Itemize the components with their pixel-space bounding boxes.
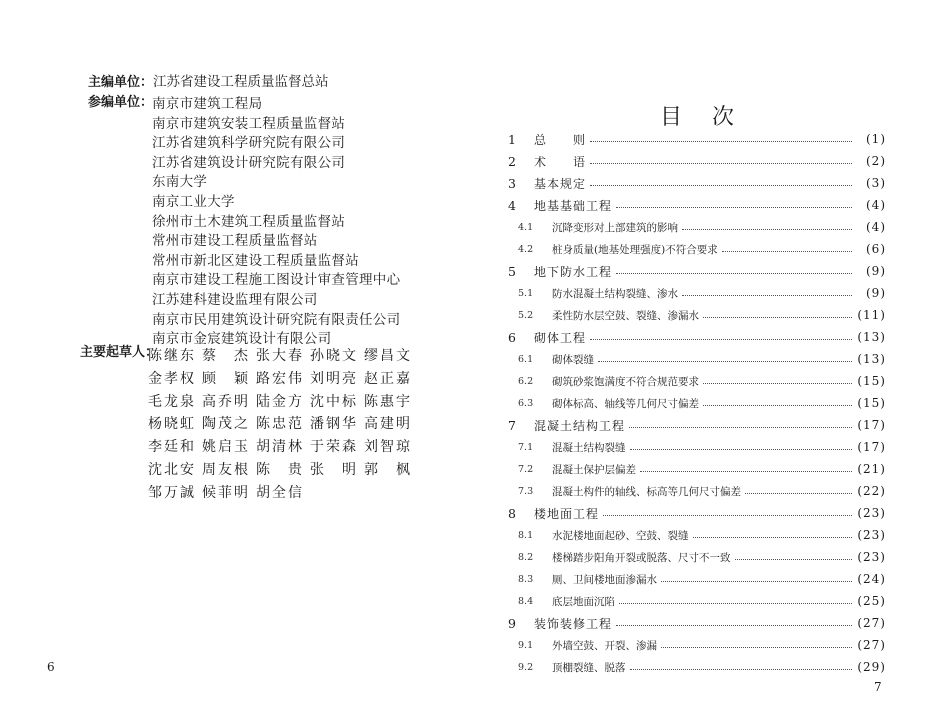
toc-entry-page: (25)	[857, 594, 886, 608]
drafter-name: 孙晓文	[310, 348, 358, 364]
toc-section-entry	[508, 480, 886, 502]
toc-entry-page: (13)	[857, 330, 886, 344]
toc-entry-number: 4	[508, 197, 516, 213]
drafter-name: 邹万誠	[148, 484, 196, 501]
drafter-name: 陆金方	[256, 393, 304, 410]
toc-dot-leader	[661, 647, 852, 648]
drafters-grid	[148, 345, 418, 505]
drafter-name: 杨晓虹	[148, 416, 196, 433]
toc-dot-leader	[616, 207, 852, 208]
toc-entry-page: (21)	[857, 462, 886, 476]
toc-entry-title: 术 语	[534, 154, 587, 169]
toc-dot-leader	[590, 163, 852, 164]
toc-entry-title: 楼地面工程	[534, 506, 600, 521]
toc-dot-leader	[616, 625, 852, 626]
toc-entry-page: (9)	[866, 264, 886, 278]
toc-entry-title: 桩身质量(地基处理强度)不符合要求	[552, 243, 718, 256]
participant-unit-list	[152, 95, 400, 350]
toc-entry-title: 混凝土结构工程	[534, 418, 626, 433]
toc-entry-number: 6.1	[518, 353, 534, 365]
toc-entry-title: 混凝土保护层偏差	[552, 463, 636, 476]
participant-unit: 常州市建设工程质量监督站	[152, 233, 318, 250]
drafter-name: 胡全信	[256, 484, 304, 501]
host-unit-name: 江苏省建设工程质量监督总站	[153, 74, 329, 90]
toc-section-entry	[508, 216, 886, 238]
toc-entry-number: 7.3	[518, 485, 534, 497]
toc-entry-title: 混凝土结构裂缝	[552, 441, 626, 454]
participant-unit: 南京市民用建筑设计研究院有限责任公司	[152, 311, 401, 328]
toc-chapter-entry	[508, 326, 886, 348]
toc-entry-number: 5	[508, 263, 516, 279]
toc-dot-leader	[590, 141, 852, 142]
participant-unit: 江苏省建筑设计研究院有限公司	[152, 154, 346, 171]
toc-entry-number: 6.3	[518, 397, 534, 409]
toc-entry-title: 砌体裂缝	[552, 353, 594, 366]
toc-entry-page: (29)	[857, 660, 886, 674]
toc-dot-leader	[703, 383, 852, 384]
drafter-name: 陈忠范	[256, 416, 304, 433]
toc-entry-title: 总 则	[534, 132, 587, 147]
drafter-name: 周友根	[202, 461, 250, 478]
participant-unit: 江苏建科建设监理有限公司	[152, 291, 318, 308]
drafter-name: 陈 贵	[256, 461, 304, 478]
participant-unit: 徐州市土木建筑工程质量监督站	[152, 213, 346, 230]
toc-entry-page: (17)	[857, 440, 886, 454]
toc-dot-leader	[629, 427, 852, 428]
toc-title: 目次	[660, 105, 765, 130]
toc-entry-page: (23)	[857, 528, 886, 542]
toc-chapter-entry	[508, 194, 886, 216]
toc-dot-leader	[722, 251, 852, 252]
page-number-right: 7	[874, 680, 882, 694]
toc-dot-leader	[630, 669, 853, 670]
toc-dot-leader	[590, 185, 852, 186]
toc-dot-leader	[603, 515, 852, 516]
toc-dot-leader	[682, 295, 852, 296]
toc-section-entry	[508, 546, 886, 568]
toc-section-entry	[508, 348, 886, 370]
toc-section-entry	[508, 634, 886, 656]
drafter-name: 于荣森	[310, 439, 358, 456]
participants-row	[88, 91, 153, 110]
toc-entry-number: 5.2	[518, 309, 534, 321]
drafter-name: 缪昌文	[364, 348, 412, 364]
toc-entry-title: 砌体工程	[534, 330, 587, 345]
toc-entry-page: (13)	[857, 352, 886, 366]
toc-section-entry	[508, 590, 886, 612]
toc-entry-page: (27)	[857, 616, 886, 630]
toc-entry-page: (24)	[857, 572, 886, 586]
toc-entry-page: (11)	[857, 308, 886, 322]
drafter-name: 刘智琼	[364, 439, 412, 456]
toc-dot-leader	[630, 449, 853, 450]
toc-list	[508, 128, 886, 678]
drafter-name: 陈继东	[148, 348, 196, 364]
toc-section-entry	[508, 370, 886, 392]
drafter-name: 路宏伟	[256, 370, 304, 387]
drafter-name: 郭 枫	[364, 461, 412, 478]
toc-section-entry	[508, 524, 886, 546]
drafter-name: 张 明	[310, 461, 358, 478]
toc-dot-leader	[619, 603, 852, 604]
toc-entry-title: 装饰装修工程	[534, 616, 613, 631]
drafter-name: 陈惠宇	[364, 393, 412, 410]
participant-unit: 南京市金宸建筑设计有限公司	[152, 331, 332, 348]
toc-dot-leader	[703, 317, 852, 318]
toc-entry-number: 3	[508, 175, 516, 191]
toc-entry-page: (9)	[866, 286, 886, 300]
toc-dot-leader	[598, 361, 852, 362]
toc-entry-page: (1)	[866, 132, 886, 146]
toc-entry-number: 2	[508, 153, 516, 169]
toc-entry-title: 砌筑砂浆饱满度不符合规范要求	[552, 375, 699, 388]
host-unit-row	[88, 70, 329, 90]
toc-section-entry	[508, 304, 886, 326]
toc-entry-title: 防水混凝土结构裂缝、渗水	[552, 287, 678, 300]
toc-entry-title: 底层地面沉陷	[552, 595, 615, 608]
page-number-left: 6	[47, 660, 55, 674]
participant-unit: 南京市建筑安装工程质量监督站	[152, 115, 346, 132]
toc-entry-title: 厕、卫间楼地面渗漏水	[552, 573, 657, 586]
toc-entry-title: 水泥楼地面起砂、空鼓、裂缝	[552, 529, 689, 542]
left-page	[0, 0, 470, 714]
toc-section-entry	[508, 392, 886, 414]
toc-dot-leader	[745, 493, 852, 494]
participant-unit: 江苏省建筑科学研究院有限公司	[152, 135, 346, 152]
toc-dot-leader	[735, 559, 853, 560]
drafter-name: 蔡 杰	[202, 348, 250, 364]
participant-unit: 南京市建设工程施工图设计审查管理中心	[152, 272, 401, 289]
toc-entry-page: (23)	[857, 550, 886, 564]
drafter-name: 陶茂之	[202, 416, 250, 433]
participants-label: 参编单位：	[88, 95, 154, 110]
participant-unit: 南京市建筑工程局	[152, 96, 263, 112]
toc-entry-page: (15)	[857, 374, 886, 388]
host-unit-label: 主编单位：	[88, 75, 154, 90]
toc-entry-page: (23)	[857, 506, 886, 520]
toc-chapter-entry	[508, 128, 886, 150]
drafter-name: 李廷和	[148, 439, 196, 456]
participant-unit: 常州市新北区建设工程质量监督站	[152, 252, 359, 269]
toc-dot-leader	[693, 537, 853, 538]
toc-entry-title: 地基基础工程	[534, 198, 613, 213]
toc-dot-leader	[590, 339, 852, 340]
toc-entry-number: 4.2	[518, 243, 534, 255]
toc-entry-title: 沉降变形对上部建筑的影响	[552, 221, 678, 234]
toc-entry-page: (2)	[866, 154, 886, 168]
drafters-label: 主要起草人：	[80, 345, 159, 360]
toc-section-entry	[508, 282, 886, 304]
toc-entry-number: 5.1	[518, 287, 534, 299]
drafter-name: 候菲明	[202, 484, 250, 501]
toc-chapter-entry	[508, 502, 886, 524]
toc-entry-title: 顶棚裂缝、脱落	[552, 661, 626, 674]
toc-entry-number: 6	[508, 329, 516, 345]
drafter-name: 张大春	[256, 348, 304, 364]
toc-entry-number: 7	[508, 417, 516, 433]
toc-entry-page: (17)	[857, 418, 886, 432]
drafter-name: 高建明	[364, 416, 412, 433]
toc-entry-page: (27)	[857, 638, 886, 652]
toc-chapter-entry	[508, 260, 886, 282]
drafter-name: 沈中标	[310, 393, 358, 410]
toc-entry-title: 基本规定	[534, 176, 587, 191]
toc-entry-number: 1	[508, 131, 516, 147]
toc-entry-title: 砌体标高、轴线等几何尺寸偏差	[552, 397, 699, 410]
toc-chapter-entry	[508, 612, 886, 634]
toc-entry-page: (4)	[866, 220, 886, 234]
toc-section-entry	[508, 458, 886, 480]
toc-entry-page: (22)	[857, 484, 886, 498]
drafter-name: 潘钢华	[310, 416, 358, 433]
toc-entry-number: 4.1	[518, 221, 534, 233]
toc-entry-number: 9.2	[518, 661, 534, 673]
toc-entry-title: 外墙空鼓、开裂、渗漏	[552, 639, 657, 652]
toc-entry-title: 柔性防水层空鼓、裂缝、渗漏水	[552, 309, 699, 322]
toc-dot-leader	[703, 405, 852, 406]
right-page	[470, 0, 950, 714]
toc-entry-number: 9	[508, 615, 516, 631]
drafter-name: 姚启玉	[202, 439, 250, 456]
toc-entry-number: 7.2	[518, 463, 534, 475]
toc-entry-title: 地下防水工程	[534, 264, 613, 279]
toc-entry-title: 混凝土构件的轴线、标高等几何尺寸偏差	[552, 485, 741, 498]
toc-chapter-entry	[508, 150, 886, 172]
toc-entry-page: (15)	[857, 396, 886, 410]
drafter-name: 赵正嘉	[364, 370, 412, 387]
toc-dot-leader	[616, 273, 852, 274]
toc-entry-page: (6)	[866, 242, 886, 256]
toc-section-entry	[508, 238, 886, 260]
toc-entry-title: 楼梯踏步阳角开裂或脱落、尺寸不一致	[552, 551, 731, 564]
toc-section-entry	[508, 568, 886, 590]
drafter-name: 胡清林	[256, 439, 304, 456]
toc-dot-leader	[682, 229, 852, 230]
drafter-name: 刘明亮	[310, 370, 358, 387]
toc-entry-number: 6.2	[518, 375, 534, 387]
toc-entry-page: (4)	[866, 198, 886, 212]
toc-entry-number: 7.1	[518, 441, 534, 453]
toc-entry-page: (3)	[866, 176, 886, 190]
toc-section-entry	[508, 656, 886, 678]
toc-entry-number: 8.4	[518, 595, 534, 607]
toc-chapter-entry	[508, 414, 886, 436]
drafter-name: 高乔明	[202, 393, 250, 410]
participant-unit: 东南大学	[152, 174, 208, 191]
toc-entry-number: 9.1	[518, 639, 534, 651]
drafter-name: 毛龙泉	[148, 393, 196, 410]
drafter-name: 沈北安	[148, 461, 196, 478]
participant-unit: 南京工业大学	[152, 193, 235, 210]
toc-section-entry	[508, 436, 886, 458]
drafter-name: 金孝权	[148, 370, 196, 387]
toc-entry-number: 8	[508, 505, 516, 521]
toc-entry-number: 8.1	[518, 529, 534, 541]
toc-chapter-entry	[508, 172, 886, 194]
toc-dot-leader	[661, 581, 852, 582]
drafter-name: 顾 颖	[202, 370, 250, 387]
toc-entry-number: 8.2	[518, 551, 534, 563]
toc-dot-leader	[640, 471, 852, 472]
toc-entry-number: 8.3	[518, 573, 534, 585]
